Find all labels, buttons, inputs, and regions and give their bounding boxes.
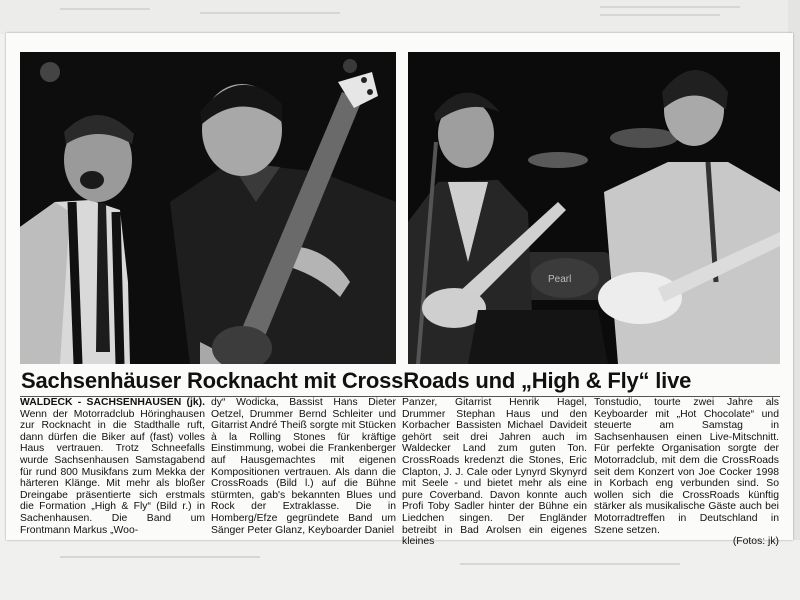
photo-high-and-fly-band [408, 52, 780, 364]
article-column-3: Panzer, Gitarrist Henrik Hagel, Drummer Stephan Haus und den Korbacher Bassisten Michael Davideit gehört seit drei Jahren auch im Waldecker Land zum guten Ton. CrossRoads kredenzt die Stones, Eric Clapton, J. J. Cale oder Lynyrd Skynyrd mit Seele - und bietet mehr als eine pure Coverband. Davon konnte auch Profi Toby Sadler hinter der Bühne ein Liedchen singen. Der Engländer betreibt in Bad Arolsen ein eigenes kleines [402, 397, 587, 548]
article-body [20, 397, 782, 547]
ghost-text-line [600, 6, 740, 8]
bottom-margin [0, 540, 800, 600]
ghost-text-line [600, 14, 720, 16]
ghost-text-line [460, 563, 680, 565]
article-column-text: Wenn der Motorradclub Höringhausen zur Rocknacht in die Stadthalle ruft, dann dürfen die Biker auf (fast) volles Haus vertrauen. Trotz Schneefalls wurde Sachsenhausen Samstagabend für rund 800 Musikfans zum Mekka der härteren Klänge. Mit mehr als bloßer Dreingabe präsentierte sich erstmals die Formation „High & Fly“ (Bild r.) in Sachenhausen. Die Band um Frontmann Markus „Woo- [20, 408, 205, 536]
article-column-4 [594, 397, 779, 548]
photo-crossroads-band [20, 52, 396, 364]
article-column-2: dy“ Wodicka, Bassist Hans Dieter Oetzel, Drummer Bernd Schleiter und Gitarrist André Theiß sorgte mit Stücken à la Rolling Stones für kräftige Einstimmung, wobei die Frankenberger auf Hausgemachtes mit eigenen Kompositionen vertrauen. Als dann die CrossRoads (Bild l.) auf die Bühne stürmten, gab's bekannten Blues und Rock der Extraklasse. Die in Homberg/Efze gegründete Band um Sänger Peter Glanz, Keyboarder Daniel [211, 397, 396, 536]
article-dateline: WALDECK - SACHSENHAUSEN (jk). [20, 397, 205, 408]
drum-brand-label: Pearl [548, 274, 572, 285]
photo-credit: (Fotos: jk) [732, 536, 779, 548]
article-column-1 [20, 397, 205, 536]
article-column-text: Tonstudio, tourte zwei Jahre als Keyboarder mit „Hot Chocolate“ und steuerte am Samstag in Sachsenhausen einen Live-Mitschnitt. Für perfekte Organisation sorgte der Motorradclub, mit dem die CrossRoads seit dem Konzert von Joe Cocker 1998 in Korbach eng verbunden sind. So wollen sich die CrossRoads künftig stärker als musikalische Gäste auch bei Motorradtreffen in Deutschland in Szene setzen. [594, 397, 779, 536]
ghost-text-line [60, 556, 260, 558]
ghost-text-line [60, 8, 150, 10]
article-headline: Sachsenhäuser Rocknacht mit CrossRoads und „High & Fly“ live [21, 368, 692, 393]
ghost-text-line [200, 12, 340, 14]
